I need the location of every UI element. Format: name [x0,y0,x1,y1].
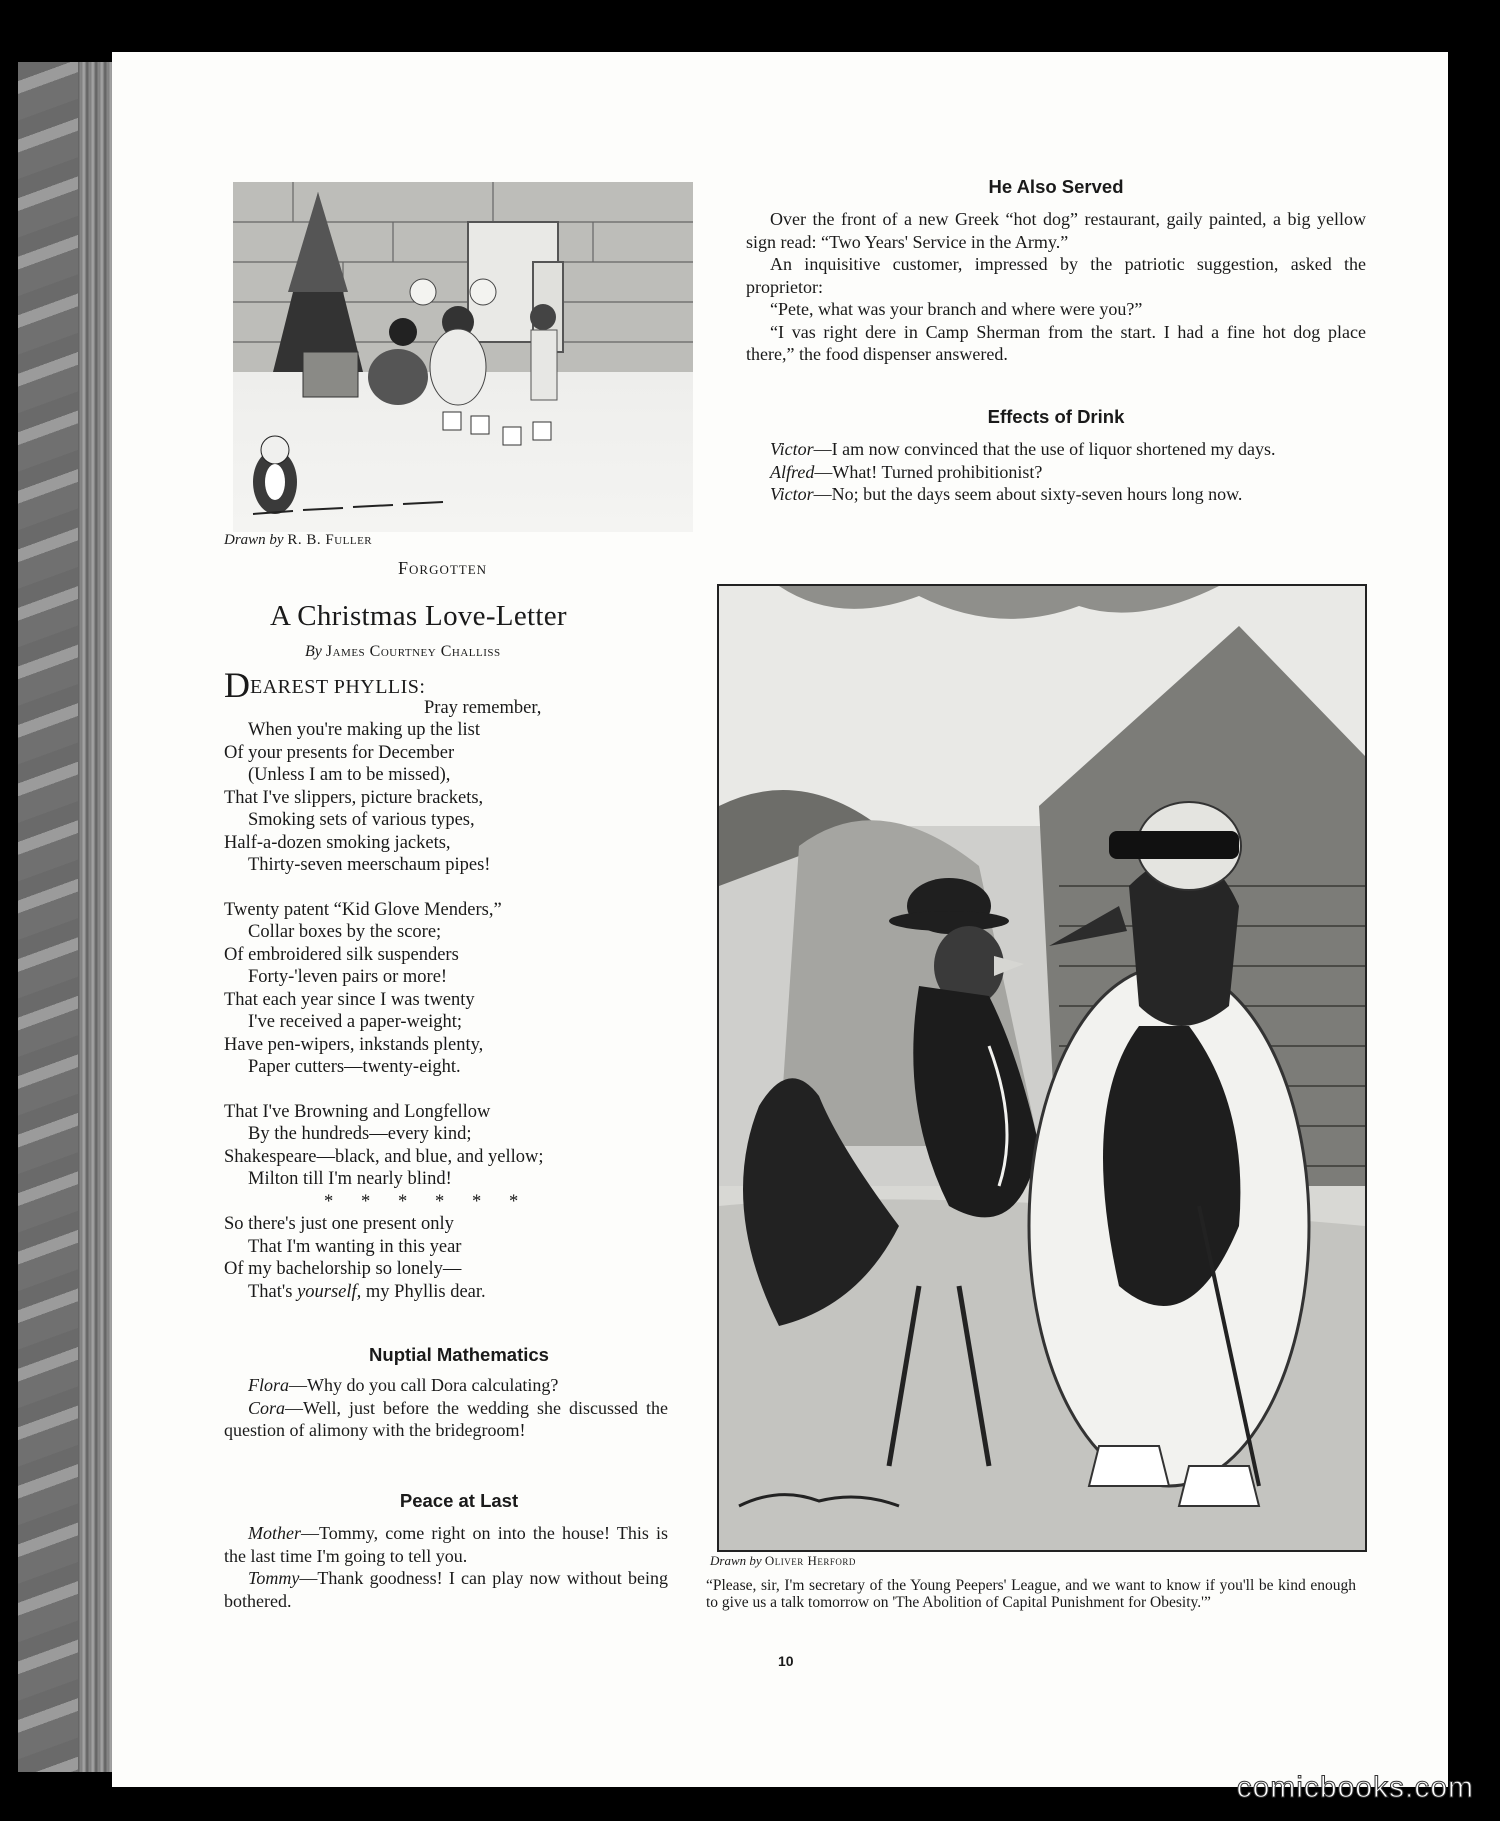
poem-line: That I've slippers, picture brackets, [224,787,484,808]
peace-heading: Peace at Last [399,1490,519,1511]
poem-line: Of embroidered silk suspenders [224,944,459,965]
cora-line: Cora—Well, just before the wedding she discussed the question of alimony with the bridegroom! [224,1397,668,1440]
alfred-line: Alfred—What! Turned prohibitionist? [770,461,1043,482]
page-number: 10 [778,1653,794,1669]
poem-line: (Unless I am to be missed), [248,765,451,785]
poem-line: Pray remember, [424,697,542,718]
forgotten-cartoon-illustration [233,182,693,532]
served-body [746,208,1366,366]
flora-line: Flora—Why do you call Dora calculating? [248,1375,559,1395]
poem-line: I've received a paper-weight; [248,1012,463,1032]
poem-line: Of my bachelorship so lonely— [224,1259,462,1279]
forgotten-credit: Drawn by R. B. Fuller [224,532,373,548]
victor-line-2: Victor—No; but the days seem about sixty-seven hours long now. [770,484,1243,504]
served-paragraph: “I vas right dere in Camp Sherman from the start. I had a fine hot dog place there,” the food dispenser answered. [746,321,1366,364]
poem-line: Smoking sets of various types, [248,810,475,830]
poem-line: Twenty patent “Kid Glove Menders,” [224,899,502,920]
poem-line: Half-a-dozen smoking jackets, [224,832,451,853]
victor-line-1: Victor—I am now convinced that the use of liquor shortened my days. [770,439,1276,459]
poem-line: So there's just one present only [224,1214,454,1234]
poem-line: Of your presents for December [224,742,455,763]
cartoon-caption-quote: “Please, sir, I'm secretary of the Young Peepers' League, and we want to know if you'll be kind enough to give us a talk tomorrow on 'The Abolition of Capital Punishment for Obesity.'” [706,1577,1356,1611]
comicbooks-watermark: comicbooks.com [1236,1771,1474,1804]
drink-body [746,438,1366,506]
poem-line: Collar boxes by the score; [248,922,442,942]
mother-line: Mother—Tommy, come right on into the house! This is the last time I'm going to tell you. [224,1523,668,1566]
poem-first-line: DEAREST PHYLLIS: [224,665,426,705]
poem-line: Have pen-wipers, inkstands plenty, [224,1034,484,1055]
rooster-goose-cartoon [717,584,1367,1552]
peace-body [224,1522,668,1612]
poem-line: Shakespeare—black, and blue, and yellow; [224,1146,544,1167]
poem-stars-divider: * * * * * * [324,1191,519,1212]
herford-credit: Drawn by Oliver Herford [710,1553,856,1568]
poem-line: That I've Browning and Longfellow [224,1101,491,1122]
poem-line: Paper cutters—twenty-eight. [248,1057,461,1077]
served-paragraph: Over the front of a new Greek “hot dog” restaurant, gaily painted, a big yellow sign read: “Two Years' Service in the Army.” [746,209,1366,252]
poem-line: Milton till I'm nearly blind! [248,1169,452,1189]
poem-byline: By James Courtney Challiss [305,643,501,660]
poem-body [224,665,694,1303]
nuptial-heading: Nuptial Mathematics [369,1344,549,1365]
poem-line: When you're making up the list [248,720,480,740]
poem-line: Thirty-seven meerschaum pipes! [248,855,491,875]
poem-line: That I'm wanting in this year [248,1236,462,1257]
poem-last-line: That's yourself, my Phyllis dear. [248,1281,486,1302]
poem-line: By the hundreds—every kind; [248,1124,472,1144]
served-paragraph: “Pete, what was your branch and where were you?” [770,299,1143,319]
christmas-scene-drawing [233,182,693,532]
rooster-goose-drawing [719,586,1365,1550]
nuptial-body [224,1374,668,1442]
poem-line: That each year since I was twenty [224,989,475,1010]
marbled-edge [18,62,78,1772]
poem-line: Forty-'leven pairs or more! [248,967,448,987]
forgotten-title: Forgotten [398,558,488,578]
drink-heading: Effects of Drink [987,406,1125,427]
poem-title: A Christmas Love-Letter [270,600,567,632]
served-heading: He Also Served [988,176,1124,197]
tommy-line: Tommy—Thank goodness! I can play now without being bothered. [224,1568,668,1611]
served-paragraph: An inquisitive customer, impressed by the patriotic suggestion, asked the proprietor: [746,254,1366,297]
